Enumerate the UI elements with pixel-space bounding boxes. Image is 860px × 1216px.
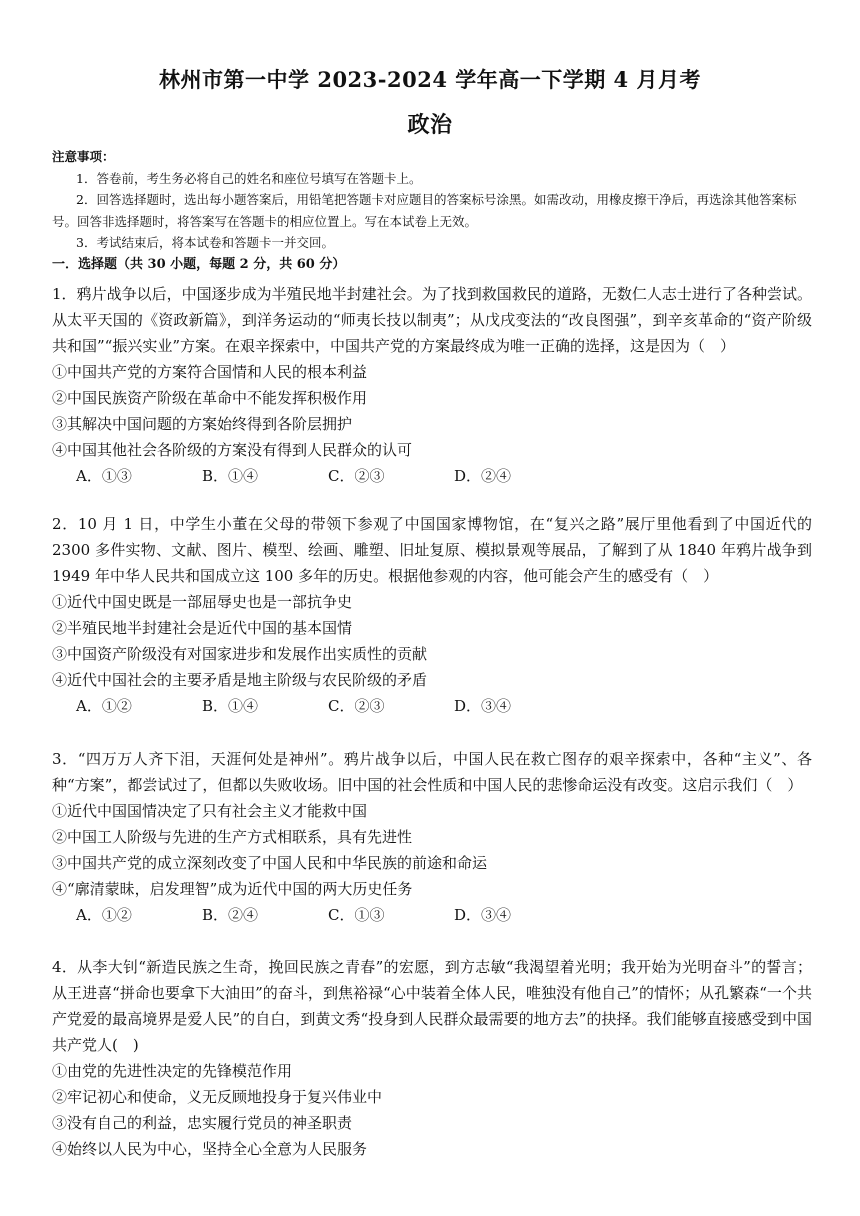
question-stem: 3．“四万万人齐下泪，天涯何处是神州”。鸦片战争以后，中国人民在救亡图存的艰辛探索中，各种“主义”、各种“方案”，都尝试过了，但都以失败收场。旧中国的社会性质和中国人民的悲惨命运没有改变。这启示我们（ ）: [52, 750, 812, 794]
option-a: A．①②: [76, 697, 132, 715]
answer-options: [52, 902, 812, 928]
option-b: B．②④: [202, 906, 259, 924]
statement: ①近代中国国情决定了只有社会主义才能救中国: [52, 802, 368, 820]
notice-item: 3．考试结束后，将本试卷和答题卡一并交回。: [76, 235, 334, 250]
statement: ②牢记初心和使命，义无反顾地投身于复兴伟业中: [52, 1088, 383, 1106]
statement: ②半殖民地半封建社会是近代中国的基本国情: [52, 619, 353, 637]
question-4: [52, 954, 812, 1162]
notice-block: [52, 146, 812, 254]
section-heading: 一．选择题（共 30 小题，每题 2 分，共 60 分）: [52, 257, 346, 272]
notice-item: 2．回答选择题时，选出每小题答案后，用铅笔把答题卡对应题目的答案标号涂黑。如需改动，用橡皮擦干净后，再选涂其他答案标号。回答非选择题时，将答案写在答题卡的相应位置上。写在本试卷上无效。: [52, 192, 797, 229]
question-stem: 4．从李大钊“新造民族之生奇，挽回民族之青春”的宏愿，到方志敏“我渴望着光明；我开始为光明奋斗”的誓言；从王进喜“拼命也要拿下大油田”的奋斗，到焦裕禄“心中装着全体人民，唯独没有他自己”的情怀；从孔繁森“一个共产党爱的最高境界是爱人民”的自白，到黄文秀“投身到人民群众最需要的地方去”的抉择。我们能够直接感受到中国共产党人( ): [52, 958, 812, 1054]
option-c: C．②③: [328, 697, 385, 715]
question-1: [52, 281, 812, 489]
statement: ③其解决中国问题的方案始终得到各阶层拥护: [52, 415, 353, 433]
option-c: C．②③: [328, 467, 385, 485]
statement: ②中国工人阶级与先进的生产方式相联系，具有先进性: [52, 828, 413, 846]
statement: ④近代中国社会的主要矛盾是地主阶级与农民阶级的矛盾: [52, 671, 428, 689]
option-c: C．①③: [328, 906, 385, 924]
statement: ③没有自己的利益，忠实履行党员的神圣职责: [52, 1114, 353, 1132]
option-b: B．①④: [202, 467, 259, 485]
question-2: [52, 511, 812, 719]
option-d: D．③④: [454, 697, 512, 715]
notice-heading: 注意事项：: [52, 149, 115, 164]
statement: ③中国资产阶级没有对国家进步和发展作出实质性的贡献: [52, 645, 428, 663]
notice-item: 1．答卷前，考生务必将自己的姓名和座位号填写在答题卡上。: [76, 170, 422, 186]
answer-options: [52, 693, 812, 719]
question-stem: 2．10 月 1 日，中学生小董在父母的带领下参观了中国国家博物馆，在“复兴之路”展厅里他看到了中国近代的 2300 多件实物、文献、图片、模型、绘画、雕塑、旧址复原、模拟景观等展品，了解到了从 1840 年鸦片战争到 1949 年中华人民共和国成立这 100 多年的历史。根据他参观的内容，他可能会产生的感受有（ ）: [52, 515, 812, 585]
question-3: [52, 746, 812, 928]
answer-options: [52, 463, 812, 489]
exam-title: 林州市第一中学 2023-2024 学年高一下学期 4 月月考: [159, 67, 701, 92]
exam-subject: 政治: [407, 112, 453, 138]
statement: ①中国共产党的方案符合国情和人民的根本利益: [52, 363, 368, 381]
option-a: A．①②: [76, 906, 132, 924]
statement: ④“廓清蒙昧，启发理智”成为近代中国的两大历史任务: [52, 880, 413, 898]
option-a: A．①③: [76, 467, 132, 485]
question-stem: 1．鸦片战争以后，中国逐步成为半殖民地半封建社会。为了找到救国救民的道路，无数仁人志士进行了各种尝试。从太平天国的《资政新篇》，到洋务运动的“师夷长技以制夷”；从戊戌变法的“改良图强”，到辛亥革命的“资产阶级共和国”“振兴实业”方案。在艰辛探索中，中国共产党的方案最终成为唯一正确的选择，这是因为（ ）: [52, 285, 812, 355]
statement: ②中国民族资产阶级在革命中不能发挥积极作用: [52, 389, 368, 407]
statement: ③中国共产党的成立深刻改变了中国人民和中华民族的前途和命运: [52, 854, 488, 872]
option-d: D．③④: [454, 906, 512, 924]
statement: ①近代中国史既是一部屈辱史也是一部抗争史: [52, 593, 353, 611]
option-b: B．①④: [202, 697, 259, 715]
statement: ④中国其他社会各阶级的方案没有得到人民群众的认可: [52, 441, 413, 459]
statement: ④始终以人民为中心，坚持全心全意为人民服务: [52, 1140, 368, 1158]
statement: ①由党的先进性决定的先锋模范作用: [52, 1062, 293, 1080]
option-d: D．②④: [454, 467, 512, 485]
